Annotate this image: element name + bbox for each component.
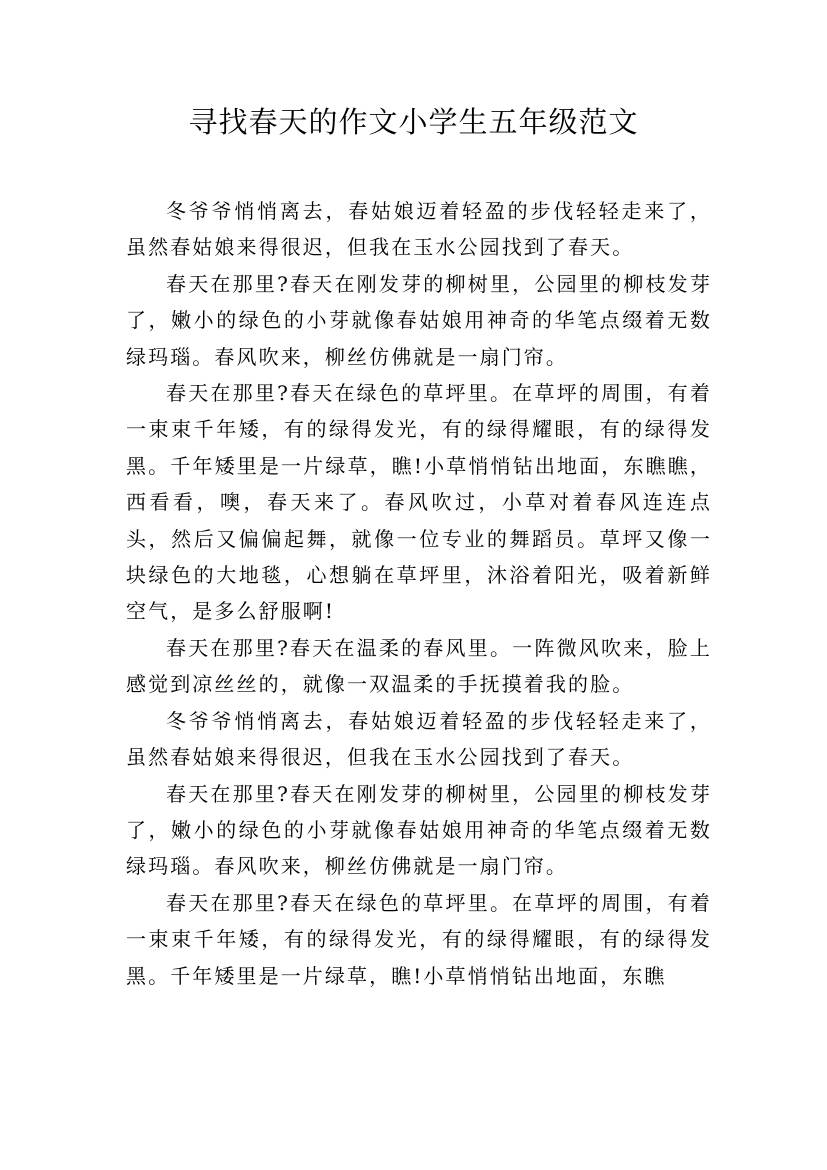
paragraph: 春天在那里?春天在刚发芽的柳树里，公园里的柳枝发芽了，嫩小的绿色的小芽就像春姑娘用神奇的华笔点缀着无数绿玛瑙。春风吹来，柳丝仿佛就是一扇门帘。	[126, 781, 712, 879]
paragraph: 春天在那里?春天在温柔的春风里。一阵微风吹来，脸上感觉到凉丝丝的，就像一双温柔的手抚摸着我的脸。	[126, 635, 712, 697]
paragraph: 春天在那里?春天在绿色的草坪里。在草坪的周围，有着一束束千年矮，有的绿得发光，有的绿得耀眼，有的绿得发黑。千年矮里是一片绿草，瞧!小草悄悄钻出地面，东瞧瞧，西看看，噢，春天来了。春风吹过，小草对着春风连连点头，然后又偏偏起舞，就像一位专业的舞蹈员。草坪又像一块绿色的大地毯，心想躺在草坪里，沐浴着阳光，吸着新鲜空气，是多么舒服啊!	[126, 381, 712, 624]
paragraph: 冬爷爷悄悄离去，春姑娘迈着轻盈的步伐轻轻走来了，虽然春姑娘来得很迟，但我在玉水公园找到了春天。	[126, 708, 712, 770]
document-title: 寻找春天的作文小学生五年级范文	[188, 105, 639, 139]
paragraph: 冬爷爷悄悄离去，春姑娘迈着轻盈的步伐轻轻走来了，虽然春姑娘来得很迟，但我在玉水公园找到了春天。	[126, 199, 712, 260]
paragraph: 春天在那里?春天在绿色的草坪里。在草坪的周围，有着一束束千年矮，有的绿得发光，有的绿得耀眼，有的绿得发黑。千年矮里是一片绿草，瞧!小草悄悄钻出地面，东瞧	[126, 890, 712, 988]
document-body	[126, 193, 712, 994]
paragraph: 春天在那里?春天在刚发芽的柳树里，公园里的柳枝发芽了，嫩小的绿色的小芽就像春姑娘用神奇的华笔点缀着无数绿玛瑙。春风吹来，柳丝仿佛就是一扇门帘。	[126, 271, 712, 369]
